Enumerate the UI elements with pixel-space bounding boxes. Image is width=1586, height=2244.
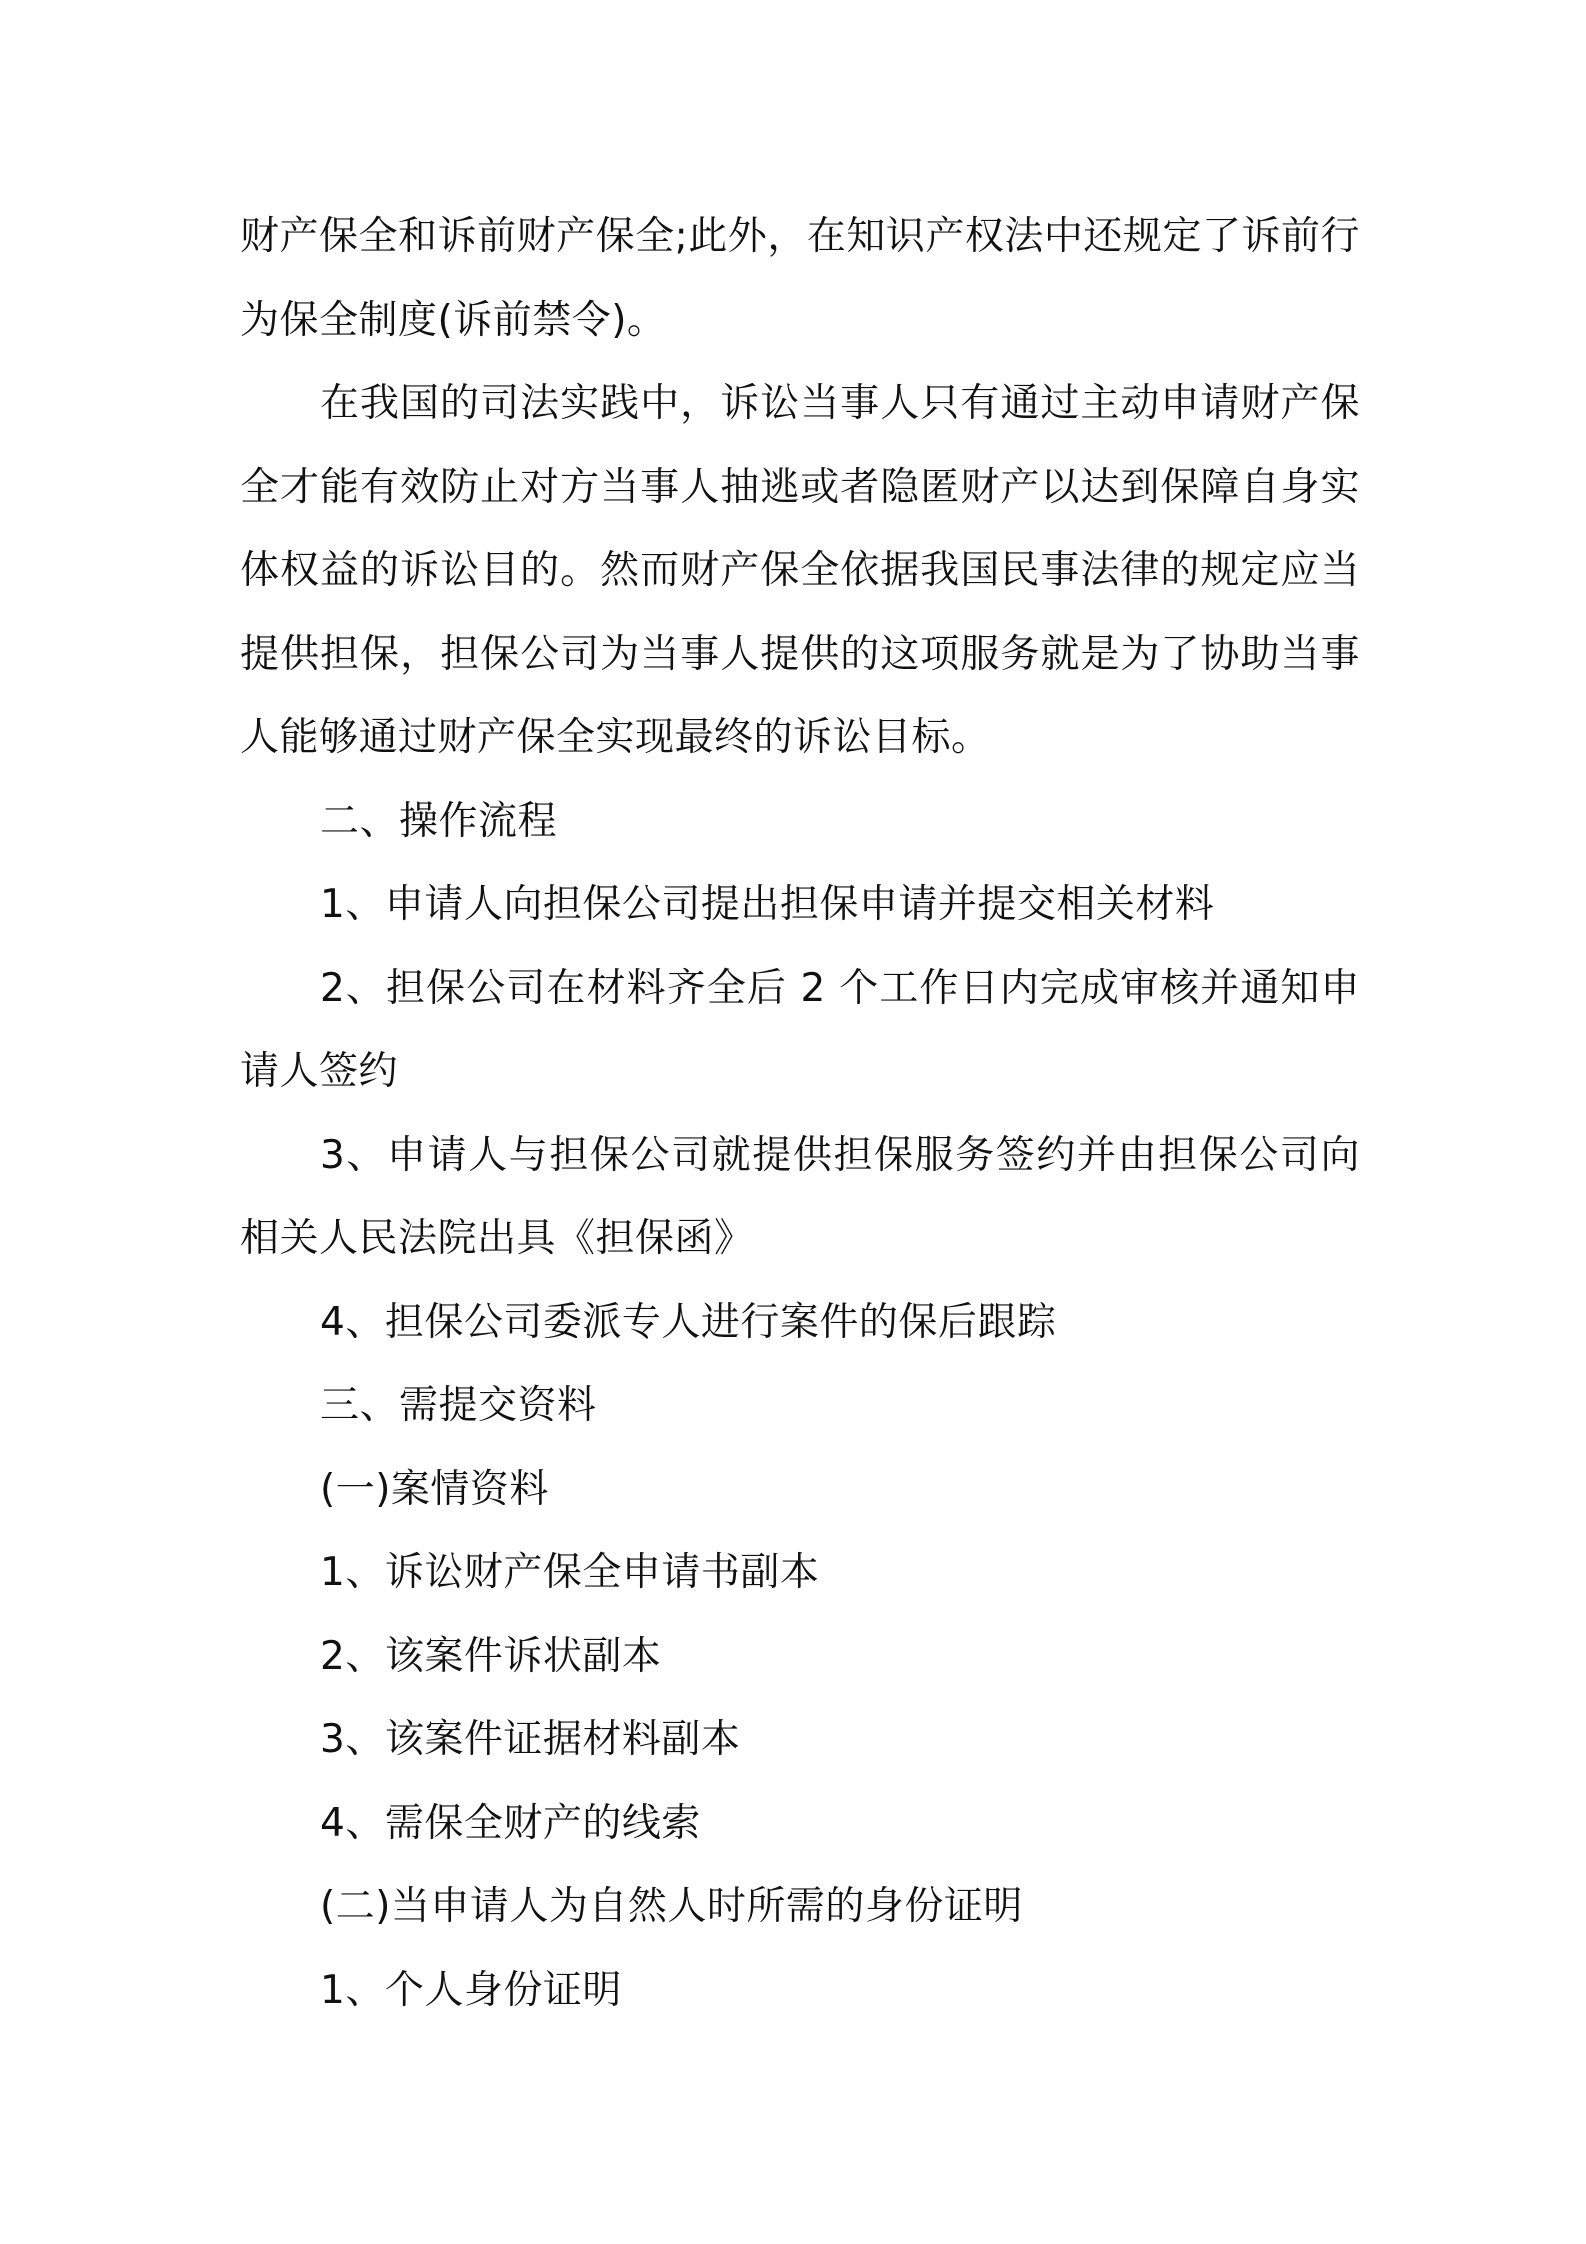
section-heading-process: 二、操作流程 [320,798,558,844]
list-item: 3、申请人与担保公司就提供担保服务签约并由担保公司向相关人民法院出具《担保函》 [240,1132,1360,1261]
list-item: 2、担保公司在材料齐全后 2 个工作日内完成审核并通知申请人签约 [240,965,1360,1094]
list-item: 4、担保公司委派专人进行案件的保后跟踪 [320,1299,1057,1345]
document-body [240,195,1360,2032]
list-item: 1、诉讼财产保全申请书副本 [320,1550,820,1595]
paragraph-continuation: 财产保全和诉前财产保全;此外，在知识产权法中还规定了诉前行为保全制度(诉前禁令)。 [240,214,1360,343]
subsection-heading-case-materials: (一)案情资料 [320,1466,549,1512]
list-item: 1、申请人向担保公司提出担保申请并提交相关材料 [320,882,1215,927]
subsection-heading-identity: (二)当申请人为自然人时所需的身份证明 [320,1884,1023,1929]
list-item: 1、个人身份证明 [320,1967,622,2013]
list-item: 2、该案件诉状副本 [320,1633,662,1679]
list-item: 3、该案件证据材料副本 [320,1717,741,1762]
list-item: 4、需保全财产的线索 [320,1800,701,1846]
paragraph-judicial-practice: 在我国的司法实践中，诉讼当事人只有通过主动申请财产保全才能有效防止对方当事人抽逃或者隐匿财产以达到保障自身实体权益的诉讼目的。然而财产保全依据我国民事法律的规定应当提供担保，担保公司为当事人提供的这项服务就是为了协助当事人能够通过财产保全实现最终的诉讼目标。 [240,381,1360,760]
section-heading-materials: 三、需提交资料 [320,1383,597,1428]
